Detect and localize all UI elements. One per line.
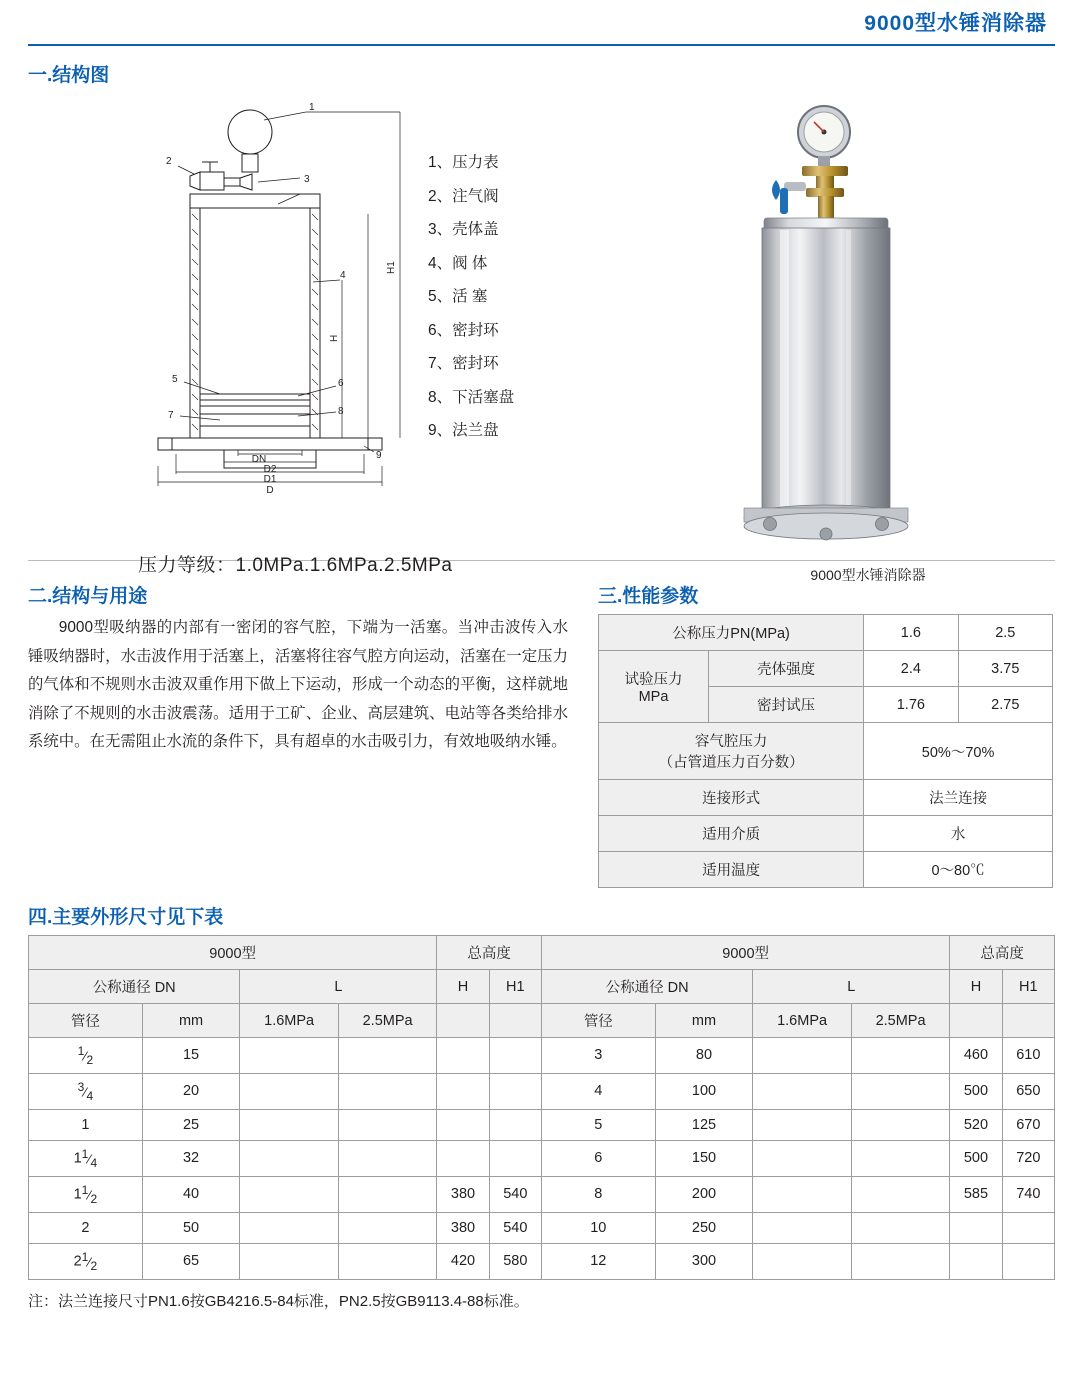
- row4-25-right: [851, 1176, 949, 1212]
- table-row: [599, 780, 1053, 816]
- row3-25-left: [338, 1140, 436, 1176]
- row3-16-right: [753, 1140, 851, 1176]
- table-row: [599, 615, 1053, 651]
- row4-fraction: $^1⁄_2$: [81, 1182, 98, 1206]
- row5-16-right: [753, 1212, 851, 1243]
- row6-16-left: [240, 1243, 338, 1279]
- perf-cavity-label: [599, 723, 864, 780]
- dim-h1-right: H1: [1002, 970, 1054, 1004]
- perf-seal-v1: 1.76: [864, 687, 958, 723]
- dim-h1-left: H1: [489, 970, 541, 1004]
- row4-h1-right: 740: [1002, 1176, 1054, 1212]
- section-structure-and-performance: [28, 567, 1055, 888]
- dim-h-left: H: [437, 970, 489, 1004]
- row0-25-left: [338, 1038, 436, 1074]
- row6-pipe-left: [29, 1243, 143, 1279]
- row2-mm-right: 125: [655, 1109, 753, 1140]
- product-photo-caption: 9000型水锤消除器: [810, 567, 926, 583]
- row3-den: 4: [90, 1155, 98, 1170]
- dim-p16-left: 1.6MPa: [240, 1004, 338, 1038]
- perf-cavity-value: 50%～70%: [864, 723, 1053, 780]
- row2-h1-left: [489, 1109, 541, 1140]
- legend-item-4: 4、阀 体: [428, 254, 488, 272]
- section3-title: 三.性能参数: [598, 586, 699, 607]
- dim-l-right: L: [753, 970, 950, 1004]
- row1-h-left: [437, 1073, 489, 1109]
- diagram-label-1: 1: [309, 102, 315, 113]
- row4-h1-left: 540: [489, 1176, 541, 1212]
- table-row: [29, 1038, 1055, 1074]
- row6-h-right: [950, 1243, 1002, 1279]
- perf-test-label-line1: 试验压力: [624, 672, 683, 688]
- row1-h-right: 500: [950, 1073, 1002, 1109]
- row5-mm-right: 250: [655, 1212, 753, 1243]
- row1-pipe-right: 4: [541, 1073, 655, 1109]
- row3-pipe-right: 6: [541, 1140, 655, 1176]
- row0-h1-right: 610: [1002, 1038, 1054, 1074]
- section1-title: 一.结构图: [28, 65, 110, 86]
- perf-pn-v2: 2.5: [958, 615, 1052, 651]
- row5-25-left: [338, 1212, 436, 1243]
- row0-h-left: [437, 1038, 489, 1074]
- row1-num: 3: [77, 1079, 85, 1094]
- dim-h-right: H: [950, 970, 1002, 1004]
- row0-mm-right: 80: [655, 1038, 753, 1074]
- row6-h-left: 420: [437, 1243, 489, 1279]
- row2-pipe-right: 5: [541, 1109, 655, 1140]
- row3-25-right: [851, 1140, 949, 1176]
- row4-den: 2: [90, 1191, 98, 1206]
- diagram-label-7: 7: [168, 410, 174, 421]
- row1-16-right: [753, 1073, 851, 1109]
- dim-p25-right: 2.5MPa: [851, 1004, 949, 1038]
- perf-test-label-line2: MPa: [638, 689, 669, 705]
- row6-den: 2: [90, 1258, 98, 1273]
- row5-pipe-right: 10: [541, 1212, 655, 1243]
- dim-mm-left: mm: [142, 1004, 240, 1038]
- row3-h1-left: [489, 1140, 541, 1176]
- row4-whole: 1: [73, 1186, 82, 1203]
- dim-h1-left-blank: [489, 1004, 541, 1038]
- row3-num: 1: [81, 1146, 89, 1161]
- table-row: [29, 1109, 1055, 1140]
- row2-16-right: [753, 1109, 851, 1140]
- row0-pipe-right: 3: [541, 1038, 655, 1074]
- row5-h1-left: 540: [489, 1212, 541, 1243]
- row4-pipe-left: [29, 1176, 143, 1212]
- legend-item-6: 6、密封环: [428, 321, 499, 339]
- row1-mm-left: 20: [142, 1073, 240, 1109]
- row1-h1-left: [489, 1073, 541, 1109]
- row5-16-left: [240, 1212, 338, 1243]
- table-row: [29, 1073, 1055, 1109]
- row6-mm-left: 65: [142, 1243, 240, 1279]
- row3-h-right: 500: [950, 1140, 1002, 1176]
- row2-mm-left: 25: [142, 1109, 240, 1140]
- table-row: [599, 651, 1053, 687]
- row0-25-right: [851, 1038, 949, 1074]
- row5-h-left: 380: [437, 1212, 489, 1243]
- diagram-label-h: H: [329, 334, 340, 342]
- diagram-label-h1: H1: [386, 261, 397, 274]
- perf-cavity-label-line1: 容气腔压力: [694, 734, 768, 750]
- table-row: [29, 1243, 1055, 1279]
- row0-num: 1: [77, 1044, 85, 1058]
- row5-pipe-left: 2: [29, 1212, 143, 1243]
- perf-connection-value: 法兰连接: [864, 780, 1053, 816]
- page-header: [28, 0, 1055, 44]
- row5-25-right: [851, 1212, 949, 1243]
- perf-cavity-label-line2: （占管道压力百分数）: [658, 755, 804, 771]
- dim-p16-right: 1.6MPa: [753, 1004, 851, 1038]
- dim-dn-right: 公称通径 DN: [541, 970, 752, 1004]
- dim-pipe-left: 管径: [29, 1004, 143, 1038]
- dim-dn-left: 公称通径 DN: [29, 970, 240, 1004]
- row2-25-left: [338, 1109, 436, 1140]
- table-row: [599, 723, 1053, 780]
- dim-h1-right-blank: [1002, 1004, 1054, 1038]
- row4-mm-left: 40: [142, 1176, 240, 1212]
- row4-16-right: [753, 1176, 851, 1212]
- table-header-row: [29, 970, 1055, 1004]
- perf-temperature-label: 适用温度: [599, 852, 864, 888]
- diagram-label-9: 9: [376, 450, 382, 461]
- section4-title: 四.主要外形尺寸见下表: [28, 907, 224, 928]
- row3-mm-right: 150: [655, 1140, 753, 1176]
- dim-total-height-left: 总高度: [437, 936, 542, 970]
- perf-pn-v1: 1.6: [864, 615, 958, 651]
- perf-shell-label: 壳体强度: [709, 651, 864, 687]
- diagram-label-3: 3: [304, 174, 310, 185]
- row5-mm-left: 50: [142, 1212, 240, 1243]
- row1-fraction: $^3⁄_4$: [77, 1079, 94, 1103]
- perf-medium-label: 适用介质: [599, 816, 864, 852]
- row1-h1-right: 650: [1002, 1073, 1054, 1109]
- row4-16-left: [240, 1176, 338, 1212]
- row0-fraction: $^1⁄_2$: [77, 1044, 94, 1067]
- diagram-label-4: 4: [340, 270, 346, 281]
- pressure-grade-text: 压力等级：1.0MPa.1.6MPa.2.5MPa: [138, 555, 453, 576]
- row1-25-right: [851, 1073, 949, 1109]
- performance-table: [598, 614, 1053, 888]
- dimensions-note: 注：法兰连接尺寸PN1.6按GB4216.5-84标准，PN2.5按GB9113.4-88标准。: [28, 1292, 529, 1310]
- row4-h-right: 585: [950, 1176, 1002, 1212]
- row3-h1-right: 720: [1002, 1140, 1054, 1176]
- legend-item-9: 9、法兰盘: [428, 422, 499, 439]
- dim-model-right: 9000型: [541, 936, 949, 970]
- product-photo: [718, 100, 1018, 570]
- row3-h-left: [437, 1140, 489, 1176]
- row5-h-right: [950, 1212, 1002, 1243]
- row3-pipe-left: [29, 1140, 143, 1176]
- row6-25-right: [851, 1243, 949, 1279]
- diagram-label-6: 6: [338, 378, 344, 389]
- legend-item-7: 7、密封环: [428, 355, 499, 372]
- perf-test-label: [599, 651, 709, 723]
- row0-16-left: [240, 1038, 338, 1074]
- dim-p25-left: 2.5MPa: [338, 1004, 436, 1038]
- diagram-label-d: D: [266, 485, 274, 494]
- structure-usage-text: 9000型吸纳器的内部有一密闭的容气腔，下端为一活塞。当冲击波传入水锤吸纳器时，水击波作用于活塞上，活塞将往容气腔方向运动，活塞在一定压力的气体和不规则水击波双重作用下做上下运动，形成一个动态的平衡，这样就地消除了不规则的水击波震荡。适用于工矿、企业、高层建筑、电站等各类给排水系统中。在无需阻止水流的条件下，具有超卓的水击吸引力，有效地吸纳水锤。: [28, 619, 568, 750]
- row6-25-left: [338, 1243, 436, 1279]
- row6-16-right: [753, 1243, 851, 1279]
- perf-shell-v2: 3.75: [958, 651, 1052, 687]
- row1-den: 4: [86, 1088, 94, 1103]
- table-header-row: [29, 1004, 1055, 1038]
- row0-mm-left: 15: [142, 1038, 240, 1074]
- row3-whole: 1: [73, 1150, 82, 1167]
- row4-mm-right: 200: [655, 1176, 753, 1212]
- section2-title: 二.结构与用途: [28, 586, 148, 607]
- row2-h1-right: 670: [1002, 1109, 1054, 1140]
- table-header-row: [29, 936, 1055, 970]
- row5-h1-right: [1002, 1212, 1054, 1243]
- diagram-label-8: 8: [338, 406, 344, 417]
- row1-mm-right: 100: [655, 1073, 753, 1109]
- structure-usage-column: [28, 567, 568, 888]
- diagram-label-dn: DN: [251, 454, 267, 465]
- perf-shell-v1: 2.4: [864, 651, 958, 687]
- row4-25-left: [338, 1176, 436, 1212]
- perf-temperature-value: 0～80℃: [864, 852, 1053, 888]
- table-row: [599, 816, 1053, 852]
- table-row: [29, 1176, 1055, 1212]
- legend-item-1: 1、压力表: [428, 154, 499, 171]
- row2-25-right: [851, 1109, 949, 1140]
- row3-mm-left: 32: [142, 1140, 240, 1176]
- row6-whole: 2: [73, 1252, 82, 1269]
- legend-item-8: 8、下活塞盘: [428, 388, 515, 406]
- diagram-label-2: 2: [166, 156, 172, 167]
- row6-num: 1: [81, 1249, 89, 1264]
- row4-h-left: 380: [437, 1176, 489, 1212]
- row2-h-left: [437, 1109, 489, 1140]
- perf-pn-label: 公称压力PN(MPa): [599, 615, 864, 651]
- row6-fraction: $^1⁄_2$: [81, 1249, 98, 1273]
- row3-fraction: $^1⁄_4$: [81, 1146, 98, 1170]
- dim-pipe-right: 管径: [541, 1004, 655, 1038]
- dim-model-left: 9000型: [29, 936, 437, 970]
- diagram-label-d1: D1: [263, 474, 277, 485]
- perf-medium-value: 水: [864, 816, 1053, 852]
- section-dimensions: [28, 902, 1055, 1311]
- perf-seal-label: 密封试压: [709, 687, 864, 723]
- legend-item-5: 5、活 塞: [428, 288, 488, 305]
- row4-pipe-right: 8: [541, 1176, 655, 1212]
- dim-l-left: L: [240, 970, 437, 1004]
- row1-25-left: [338, 1073, 436, 1109]
- perf-seal-v2: 2.75: [958, 687, 1052, 723]
- row2-pipe-left: 1: [29, 1109, 143, 1140]
- dim-h-left-blank: [437, 1004, 489, 1038]
- row4-num: 1: [81, 1182, 89, 1197]
- diagram-label-d2: D2: [263, 464, 277, 475]
- dimensions-table: [28, 935, 1055, 1280]
- dim-mm-right: mm: [655, 1004, 753, 1038]
- row1-16-left: [240, 1073, 338, 1109]
- perf-connection-label: 连接形式: [599, 780, 864, 816]
- dim-h-right-blank: [950, 1004, 1002, 1038]
- row6-pipe-right: 12: [541, 1243, 655, 1279]
- table-row: [29, 1140, 1055, 1176]
- legend-item-2: 2、注气阀: [428, 187, 499, 205]
- row3-16-left: [240, 1140, 338, 1176]
- parts-legend: [428, 146, 514, 448]
- row0-pipe-left: [29, 1038, 143, 1074]
- section-structure-diagram: [28, 60, 1055, 583]
- dim-total-height-right: 总高度: [950, 936, 1055, 970]
- structure-line-drawing: [128, 94, 458, 494]
- table-row: [29, 1212, 1055, 1243]
- row1-pipe-left: [29, 1073, 143, 1109]
- table-row: [599, 852, 1053, 888]
- legend-item-3: 3、壳体盖: [428, 221, 499, 238]
- row0-h-right: 460: [950, 1038, 1002, 1074]
- row6-h1-left: 580: [489, 1243, 541, 1279]
- row2-h-right: 520: [950, 1109, 1002, 1140]
- row0-16-right: [753, 1038, 851, 1074]
- row6-mm-right: 300: [655, 1243, 753, 1279]
- performance-column: [598, 567, 1053, 888]
- header-divider: [28, 44, 1055, 46]
- row0-h1-left: [489, 1038, 541, 1074]
- page-title: 9000型水锤消除器: [864, 12, 1047, 35]
- row6-h1-right: [1002, 1243, 1054, 1279]
- row0-den: 2: [86, 1052, 94, 1067]
- diagram-label-5: 5: [172, 374, 178, 385]
- row2-16-left: [240, 1109, 338, 1140]
